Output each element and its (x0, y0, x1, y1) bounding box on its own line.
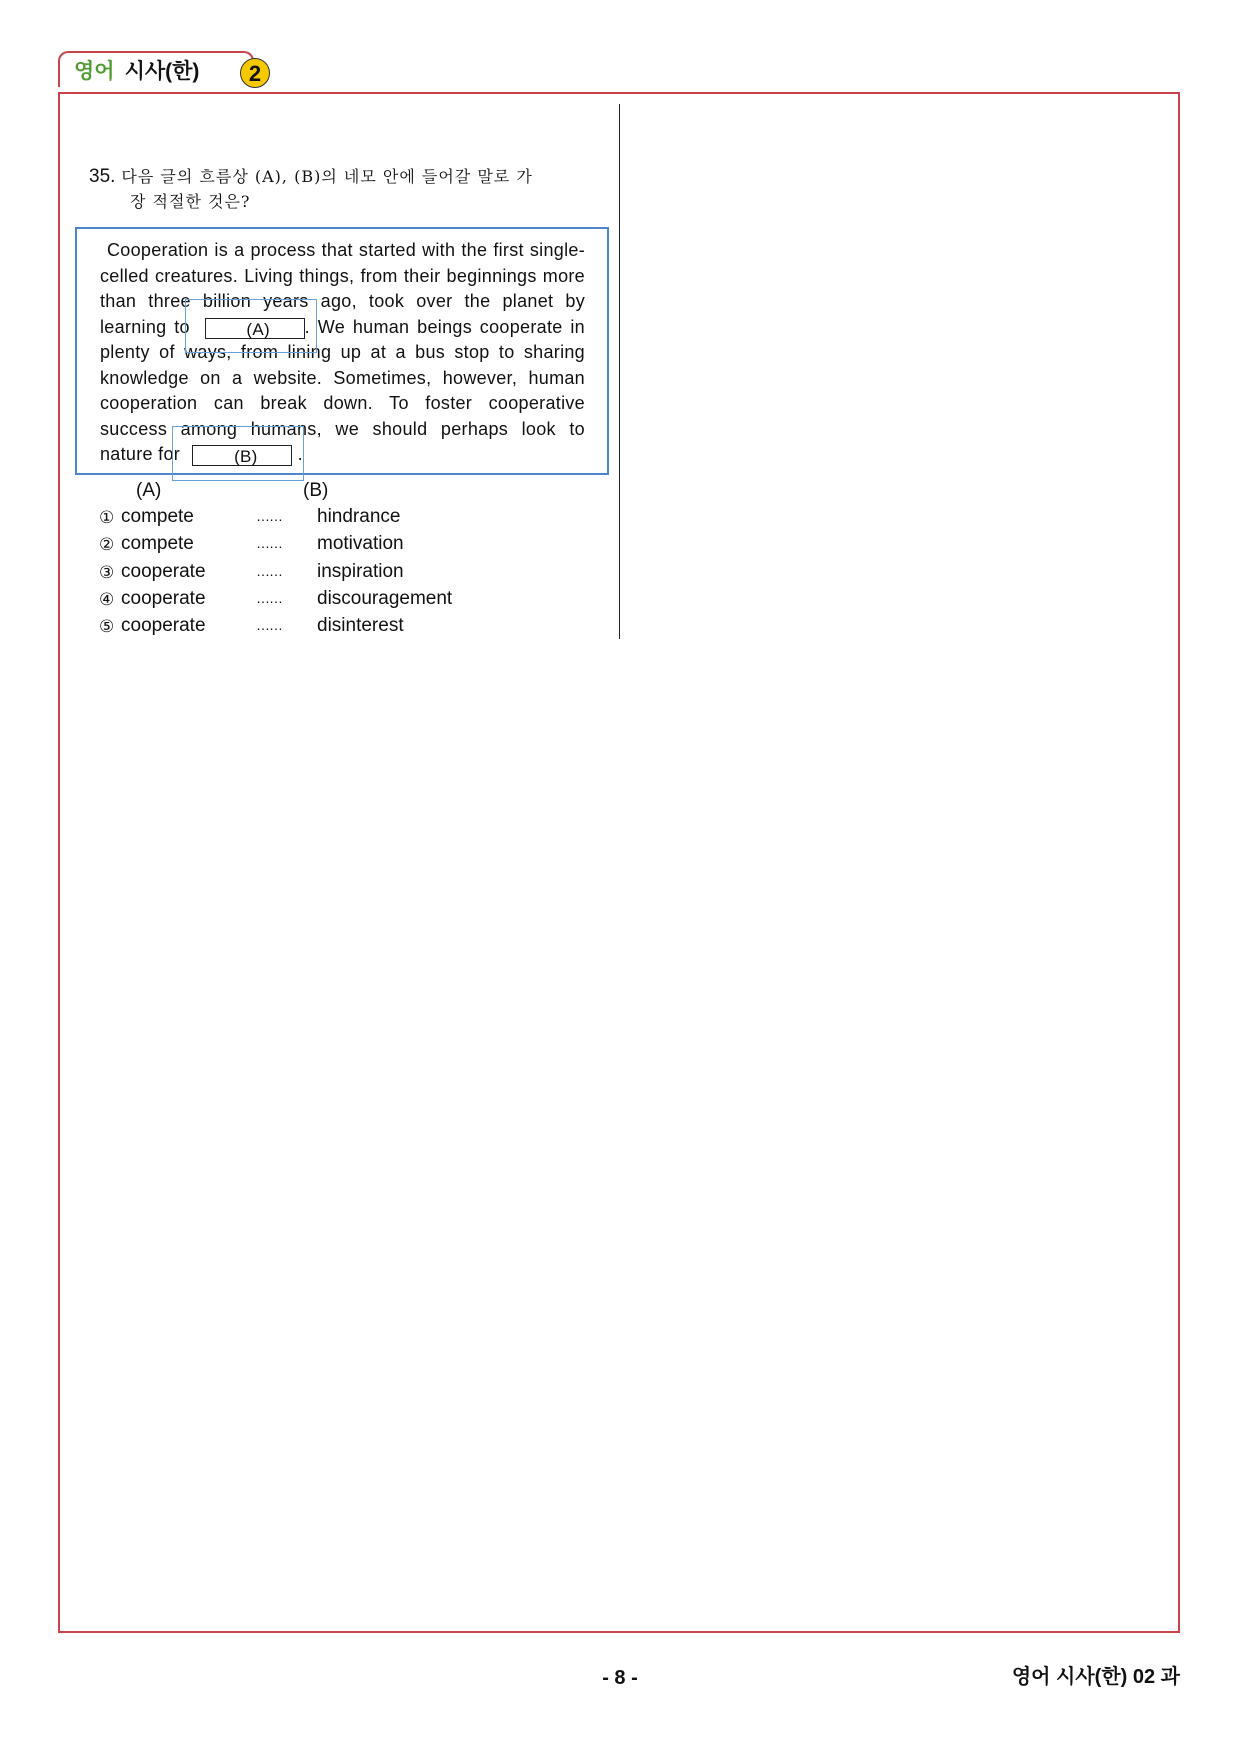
passage-text: . (292, 444, 303, 464)
question (89, 164, 587, 214)
option-dots: …… (256, 589, 282, 606)
blank-a-highlight (198, 315, 305, 341)
lesson-badge: 2 (240, 58, 270, 88)
passage-text: Cooperation is a process that started with the first single-celled creatures. Living things, from their beginnings more than three billion years ago, took over the planet by learning to (100, 240, 585, 337)
question-text-line1: 다음 글의 흐름상 (A), (B)의 네모 안에 들어갈 말로 가 (121, 167, 533, 186)
option-number: ⑤ (99, 617, 115, 638)
question-text-line2: 장 적절한 것은? (130, 192, 251, 211)
option-b: motivation (317, 533, 404, 555)
option-number: ① (99, 508, 115, 528)
footer-title: 영어 시사(한) 02 과 (1011, 1666, 1180, 1688)
option-dots: …… (256, 562, 282, 579)
option-dots: …… (256, 535, 282, 552)
blank-b: (B) (192, 445, 292, 466)
option-number: ④ (99, 589, 115, 610)
option-dots: …… (256, 617, 282, 634)
page-number: - 8 - (602, 1667, 638, 1689)
subject-label: 영어 (74, 60, 115, 83)
option-b: hindrance (317, 506, 401, 527)
options-header-a: (A) (136, 480, 162, 501)
option-number: ③ (99, 562, 115, 583)
option-number: ② (99, 535, 115, 556)
blank-a: (A) (205, 318, 305, 339)
option-b: disinterest (317, 615, 404, 637)
passage-text: . We human beings cooperate in plenty of ways, from lining up at a bus stop to sharing knowledge on a website. Sometimes, however, human cooperation can break down. To foster cooperative success among humans, we should perhaps look to nature for (100, 316, 585, 464)
option-a: cooperate (121, 560, 206, 582)
blank-b-highlight (185, 442, 292, 468)
option-a: compete (121, 506, 194, 527)
header-tab (58, 51, 254, 87)
column-divider (619, 104, 620, 639)
options-header-b: (B) (303, 480, 329, 501)
option-a: compete (121, 533, 194, 555)
option-a: cooperate (121, 615, 206, 637)
question-number: 35. (89, 166, 116, 187)
passage-box (75, 227, 609, 475)
option-b: inspiration (317, 560, 404, 582)
option-a: cooperate (121, 587, 206, 609)
header-title: 시사(한) (124, 60, 200, 83)
option-b: discouragement (317, 587, 453, 609)
option-dots: …… (256, 508, 282, 524)
